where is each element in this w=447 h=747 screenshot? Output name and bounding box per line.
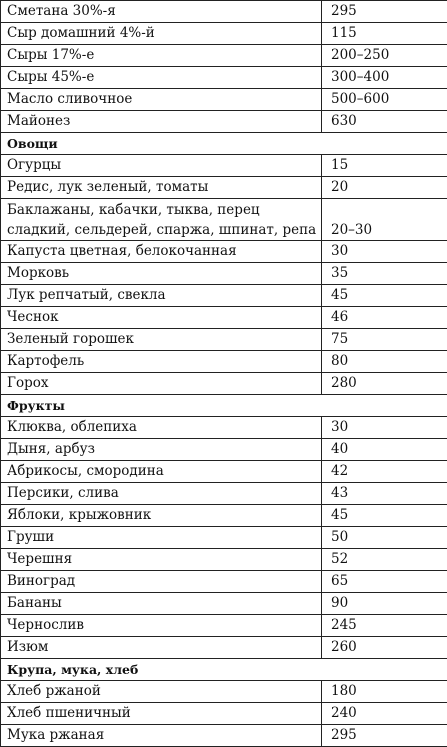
product-name-cell: Персики, слива bbox=[1, 483, 322, 505]
calorie-value-cell: 30 bbox=[322, 241, 447, 263]
product-name-cell: Хлеб ржаной bbox=[1, 681, 322, 703]
table-row bbox=[1, 23, 447, 45]
product-name-line: сладкий, сельдерей, спаржа, шпинат, репа bbox=[7, 220, 315, 240]
table-row bbox=[1, 461, 447, 483]
product-name-cell: Абрикосы, смородина bbox=[1, 461, 322, 483]
section-title: Овощи bbox=[1, 133, 447, 155]
table-row bbox=[1, 703, 447, 725]
product-name-cell: Яблоки, крыжовник bbox=[1, 505, 322, 527]
section-header-row bbox=[1, 659, 447, 681]
product-name-cell: Капуста цветная, белокочанная bbox=[1, 241, 322, 263]
product-name-cell: Сыры 17%-е bbox=[1, 45, 322, 67]
product-name-cell: Масло сливочное bbox=[1, 89, 322, 111]
table-row bbox=[1, 725, 447, 747]
calorie-table-body bbox=[1, 1, 447, 747]
product-name-cell bbox=[1, 199, 322, 241]
product-name-cell: Хлеб пшеничный bbox=[1, 703, 322, 725]
table-row bbox=[1, 351, 447, 373]
table-row bbox=[1, 177, 447, 199]
calorie-value-cell: 43 bbox=[322, 483, 447, 505]
calorie-value-cell: 300–400 bbox=[322, 67, 447, 89]
section-header-row bbox=[1, 133, 447, 155]
table-row bbox=[1, 263, 447, 285]
table-row bbox=[1, 241, 447, 263]
calorie-value-cell: 280 bbox=[322, 373, 447, 395]
calorie-value-cell: 295 bbox=[322, 1, 447, 23]
table-row bbox=[1, 373, 447, 395]
calorie-value-cell: 30 bbox=[322, 417, 447, 439]
product-name-cell: Сыр домашний 4%-й bbox=[1, 23, 322, 45]
table-row bbox=[1, 285, 447, 307]
product-name-line: Баклажаны, кабачки, тыква, перец bbox=[7, 200, 315, 220]
calorie-value-cell: 42 bbox=[322, 461, 447, 483]
table-row bbox=[1, 681, 447, 703]
product-name-cell: Сыры 45%-е bbox=[1, 67, 322, 89]
table-row bbox=[1, 615, 447, 637]
product-name-cell: Груши bbox=[1, 527, 322, 549]
product-name-cell: Виноград bbox=[1, 571, 322, 593]
calorie-value-cell: 45 bbox=[322, 505, 447, 527]
calorie-value-cell: 40 bbox=[322, 439, 447, 461]
calorie-value-cell: 245 bbox=[322, 615, 447, 637]
product-name-cell: Бананы bbox=[1, 593, 322, 615]
product-name-cell: Чернослив bbox=[1, 615, 322, 637]
calorie-value-cell: 35 bbox=[322, 263, 447, 285]
product-name-cell: Морковь bbox=[1, 263, 322, 285]
product-name-cell: Чеснок bbox=[1, 307, 322, 329]
section-title: Крупа, мука, хлеб bbox=[1, 659, 447, 681]
product-name-cell: Огурцы bbox=[1, 155, 322, 177]
table-row bbox=[1, 89, 447, 111]
table-row bbox=[1, 111, 447, 133]
calorie-value-cell: 90 bbox=[322, 593, 447, 615]
calorie-value-cell: 20–30 bbox=[322, 199, 447, 241]
table-row bbox=[1, 571, 447, 593]
table-row bbox=[1, 483, 447, 505]
product-name-cell: Зеленый горошек bbox=[1, 329, 322, 351]
table-row bbox=[1, 155, 447, 177]
calorie-value-cell: 115 bbox=[322, 23, 447, 45]
table-row bbox=[1, 505, 447, 527]
calorie-value-cell: 240 bbox=[322, 703, 447, 725]
product-name-cell: Черешня bbox=[1, 549, 322, 571]
calorie-value-cell: 295 bbox=[322, 725, 447, 747]
table-row bbox=[1, 439, 447, 461]
table-row bbox=[1, 67, 447, 89]
table-row bbox=[1, 329, 447, 351]
calorie-value-cell: 20 bbox=[322, 177, 447, 199]
product-name-cell: Сметана 30%-я bbox=[1, 1, 322, 23]
calorie-value-cell: 50 bbox=[322, 527, 447, 549]
table-row bbox=[1, 199, 447, 241]
calorie-value-cell: 45 bbox=[322, 285, 447, 307]
table-row bbox=[1, 593, 447, 615]
calorie-value-cell: 180 bbox=[322, 681, 447, 703]
calorie-value-cell: 75 bbox=[322, 329, 447, 351]
section-title: Фрукты bbox=[1, 395, 447, 417]
calorie-value-cell: 80 bbox=[322, 351, 447, 373]
calorie-value-cell: 15 bbox=[322, 155, 447, 177]
product-name-cell: Мука ржаная bbox=[1, 725, 322, 747]
table-row bbox=[1, 637, 447, 659]
calorie-value-cell: 52 bbox=[322, 549, 447, 571]
product-name-cell: Редис, лук зеленый, томаты bbox=[1, 177, 322, 199]
calorie-value-cell: 260 bbox=[322, 637, 447, 659]
product-name-cell: Клюква, облепиха bbox=[1, 417, 322, 439]
product-name-cell: Горох bbox=[1, 373, 322, 395]
product-name-cell: Картофель bbox=[1, 351, 322, 373]
table-row bbox=[1, 527, 447, 549]
section-header-row bbox=[1, 395, 447, 417]
table-row bbox=[1, 1, 447, 23]
calorie-value-cell: 200–250 bbox=[322, 45, 447, 67]
calorie-value-cell: 630 bbox=[322, 111, 447, 133]
product-name-cell: Лук репчатый, свекла bbox=[1, 285, 322, 307]
calorie-value-cell: 65 bbox=[322, 571, 447, 593]
table-row bbox=[1, 307, 447, 329]
table-row bbox=[1, 549, 447, 571]
product-name-cell: Майонез bbox=[1, 111, 322, 133]
product-name-cell: Дыня, арбуз bbox=[1, 439, 322, 461]
table-row bbox=[1, 45, 447, 67]
table-row bbox=[1, 417, 447, 439]
calorie-value-cell: 46 bbox=[322, 307, 447, 329]
product-name-cell: Изюм bbox=[1, 637, 322, 659]
calorie-value-cell: 500–600 bbox=[322, 89, 447, 111]
